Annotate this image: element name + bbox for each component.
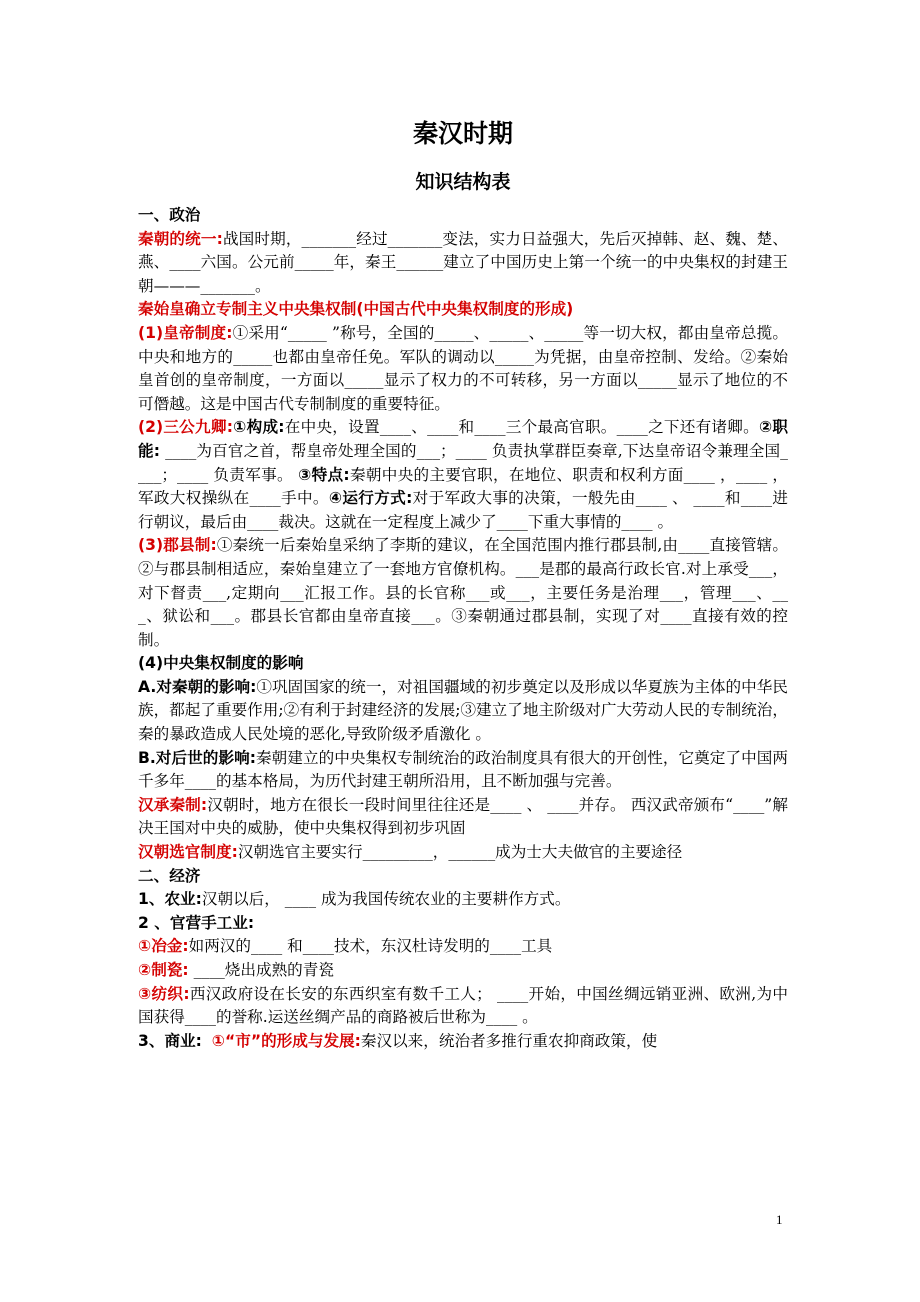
label-han-selection: 汉朝选官制度:	[138, 843, 238, 862]
page-number: 1	[776, 1212, 783, 1227]
text-porcelain: ____烧出成熟的青瓷	[188, 961, 334, 979]
label-composition: ①构成:	[232, 418, 285, 437]
paragraph-commerce	[138, 1030, 788, 1054]
label-junxian: (3)郡县制:	[138, 536, 217, 555]
paragraph-qin-unification	[138, 228, 788, 299]
paragraph-emperor-system	[138, 322, 788, 416]
section-economy-heading: 二、经济	[138, 866, 201, 885]
paragraph-agriculture	[138, 888, 788, 912]
paragraph-textile	[138, 983, 788, 1030]
paragraph-junxian	[138, 534, 788, 652]
text-han-selection: 汉朝选官主要实行_________，______成为士大夫做官的主要途径	[237, 843, 683, 862]
text-composition: 在中央，设置____、____和____三个最高官职。____之下还有诸卿。	[284, 418, 759, 437]
label-influence-qin: A.对秦朝的影响:	[138, 677, 257, 696]
text-influence-qin: ①巩固国家的统一，对祖国疆域的初步奠定以及形成以华夏族为主体的中华民族，都起了重要作用;②有利于封建经济的发展;③建立了地主阶级对广大劳动人民的专制统治，秦的暴政造成人民处境的恶化,导致阶级矛盾激化 。	[138, 677, 788, 744]
document-page	[138, 112, 788, 1053]
text-features: 秦朝中央的主要官职，在地位、职责和权利方面____ ，____ ，军政大权操纵在____手中。	[138, 465, 788, 508]
text-function: ____为百官之首，帮皇帝处理全国的___；____ 负责执掌群臣奏章,下达皇帝诏令兼理全国____；____ 负责军事。	[138, 441, 788, 484]
label-han-inherits-qin: 汉承秦制:	[138, 795, 208, 814]
paragraph-sangong-jiuqing	[138, 416, 788, 534]
label-emperor-system: (1)皇帝制度:	[138, 323, 233, 342]
text-textile: 西汉政府设在长安的东西织室有数千工人； ____开始，中国丝绸远销亚洲、欧洲,为中国获得____的誉称.运送丝绸产品的商路被后世称为____ 。	[138, 984, 788, 1027]
label-qin-unification: 秦朝的统一:	[138, 229, 223, 248]
heading-handicraft: 2 、官营手工业:	[138, 913, 255, 932]
text-han-inherits-qin: 汉朝时，地方在很长一段时间里往往还是____ 、 ____并存。 西汉武帝颁布“____”解决王国对中央的威胁，使中央集权得到初步巩固	[138, 795, 788, 838]
label-influence-later: B.对后世的影响:	[138, 748, 256, 767]
page-title: 秦汉时期	[412, 119, 513, 148]
page-subtitle: 知识结构表	[415, 171, 511, 193]
label-agriculture: 1、农业:	[138, 890, 202, 909]
heading-influence: (4)中央集权制度的影响	[138, 654, 304, 673]
text-agriculture: 汉朝以后， ____ 成为我国传统农业的主要耕作方式。	[201, 890, 571, 909]
paragraph-han-selection	[138, 841, 788, 865]
label-market-formation: ①“市”的形成与发展:	[211, 1031, 361, 1050]
paragraph-influence-qin	[138, 676, 788, 747]
label-features: ③特点:	[298, 465, 350, 484]
text-qin-unification: 战国时期，_______经过_______变法，实力日益强大，先后灭掉韩、赵、魏、楚、燕、____六国。公元前_____年，秦王______建立了中国历史上第一个统一的中央集权的封建王朝———_______。	[138, 229, 788, 295]
section-politics-heading: 一、政治	[138, 206, 201, 224]
paragraph-han-inherits-qin	[138, 794, 788, 841]
label-function: ②职能:	[138, 418, 788, 460]
text-influence-later: 秦朝建立的中央集权专制统治的政治制度具有很大的开创性，它奠定了中国两千多年____的基本格局，为历代封建王朝所沿用，且不断加强与完善。	[138, 748, 788, 791]
paragraph-influence-later	[138, 747, 788, 794]
label-commerce: 3、商业:	[138, 1031, 202, 1050]
paragraph-metallurgy	[138, 935, 788, 959]
text-junxian: ①秦统一后秦始皇采纳了李斯的建议，在全国范围内推行郡县制,由____直接管辖。②与郡县制相适应，秦始皇建立了一套地方官僚机构。___是郡的最高行政长官.对上承受___，对下督责___,定期向___汇报工作。县的长官称___或___，主要任务是治理___，管理___、___、狱讼和___。郡县长官都由皇帝直接___。③秦朝通过郡县制，实现了对____直接有效的控制。	[138, 536, 788, 649]
text-emperor-system: ①采用“_____ ”称号，全国的_____、_____、_____等一切大权，都由皇帝总揽。中央和地方的_____也都由皇帝任免。军队的调动以_____为凭据，由皇帝控制、发给。②秦始皇首创的皇帝制度，一方面以_____显示了权力的不可转移，另一方面以_____显示了地位的不可僭越。这是中国古代专制制度的重要特征。	[138, 323, 788, 413]
text-operation: 对于军政大事的决策，一般先由____ 、 ____和____进行朝议，最后由____裁决。这就在一定程度上减少了____下重大事情的____ 。	[138, 489, 788, 531]
text-commerce: 秦汉以来，统治者多推行重农抑商政策，使	[360, 1031, 658, 1050]
text-metallurgy: 如两汉的____ 和____技术，东汉杜诗发明的____工具	[188, 937, 553, 956]
label-porcelain: ②制瓷:	[138, 961, 189, 979]
label-textile: ③纺织:	[138, 984, 190, 1003]
label-metallurgy: ①冶金:	[138, 937, 189, 956]
label-operation: ④运行方式:	[328, 489, 413, 508]
heading-autocracy: 秦始皇确立专制主义中央集权制(中国古代中央集权制度的形成)	[138, 300, 574, 319]
label-sangong-jiuqing: (2)三公九卿:	[138, 418, 233, 437]
paragraph-porcelain	[138, 959, 788, 983]
